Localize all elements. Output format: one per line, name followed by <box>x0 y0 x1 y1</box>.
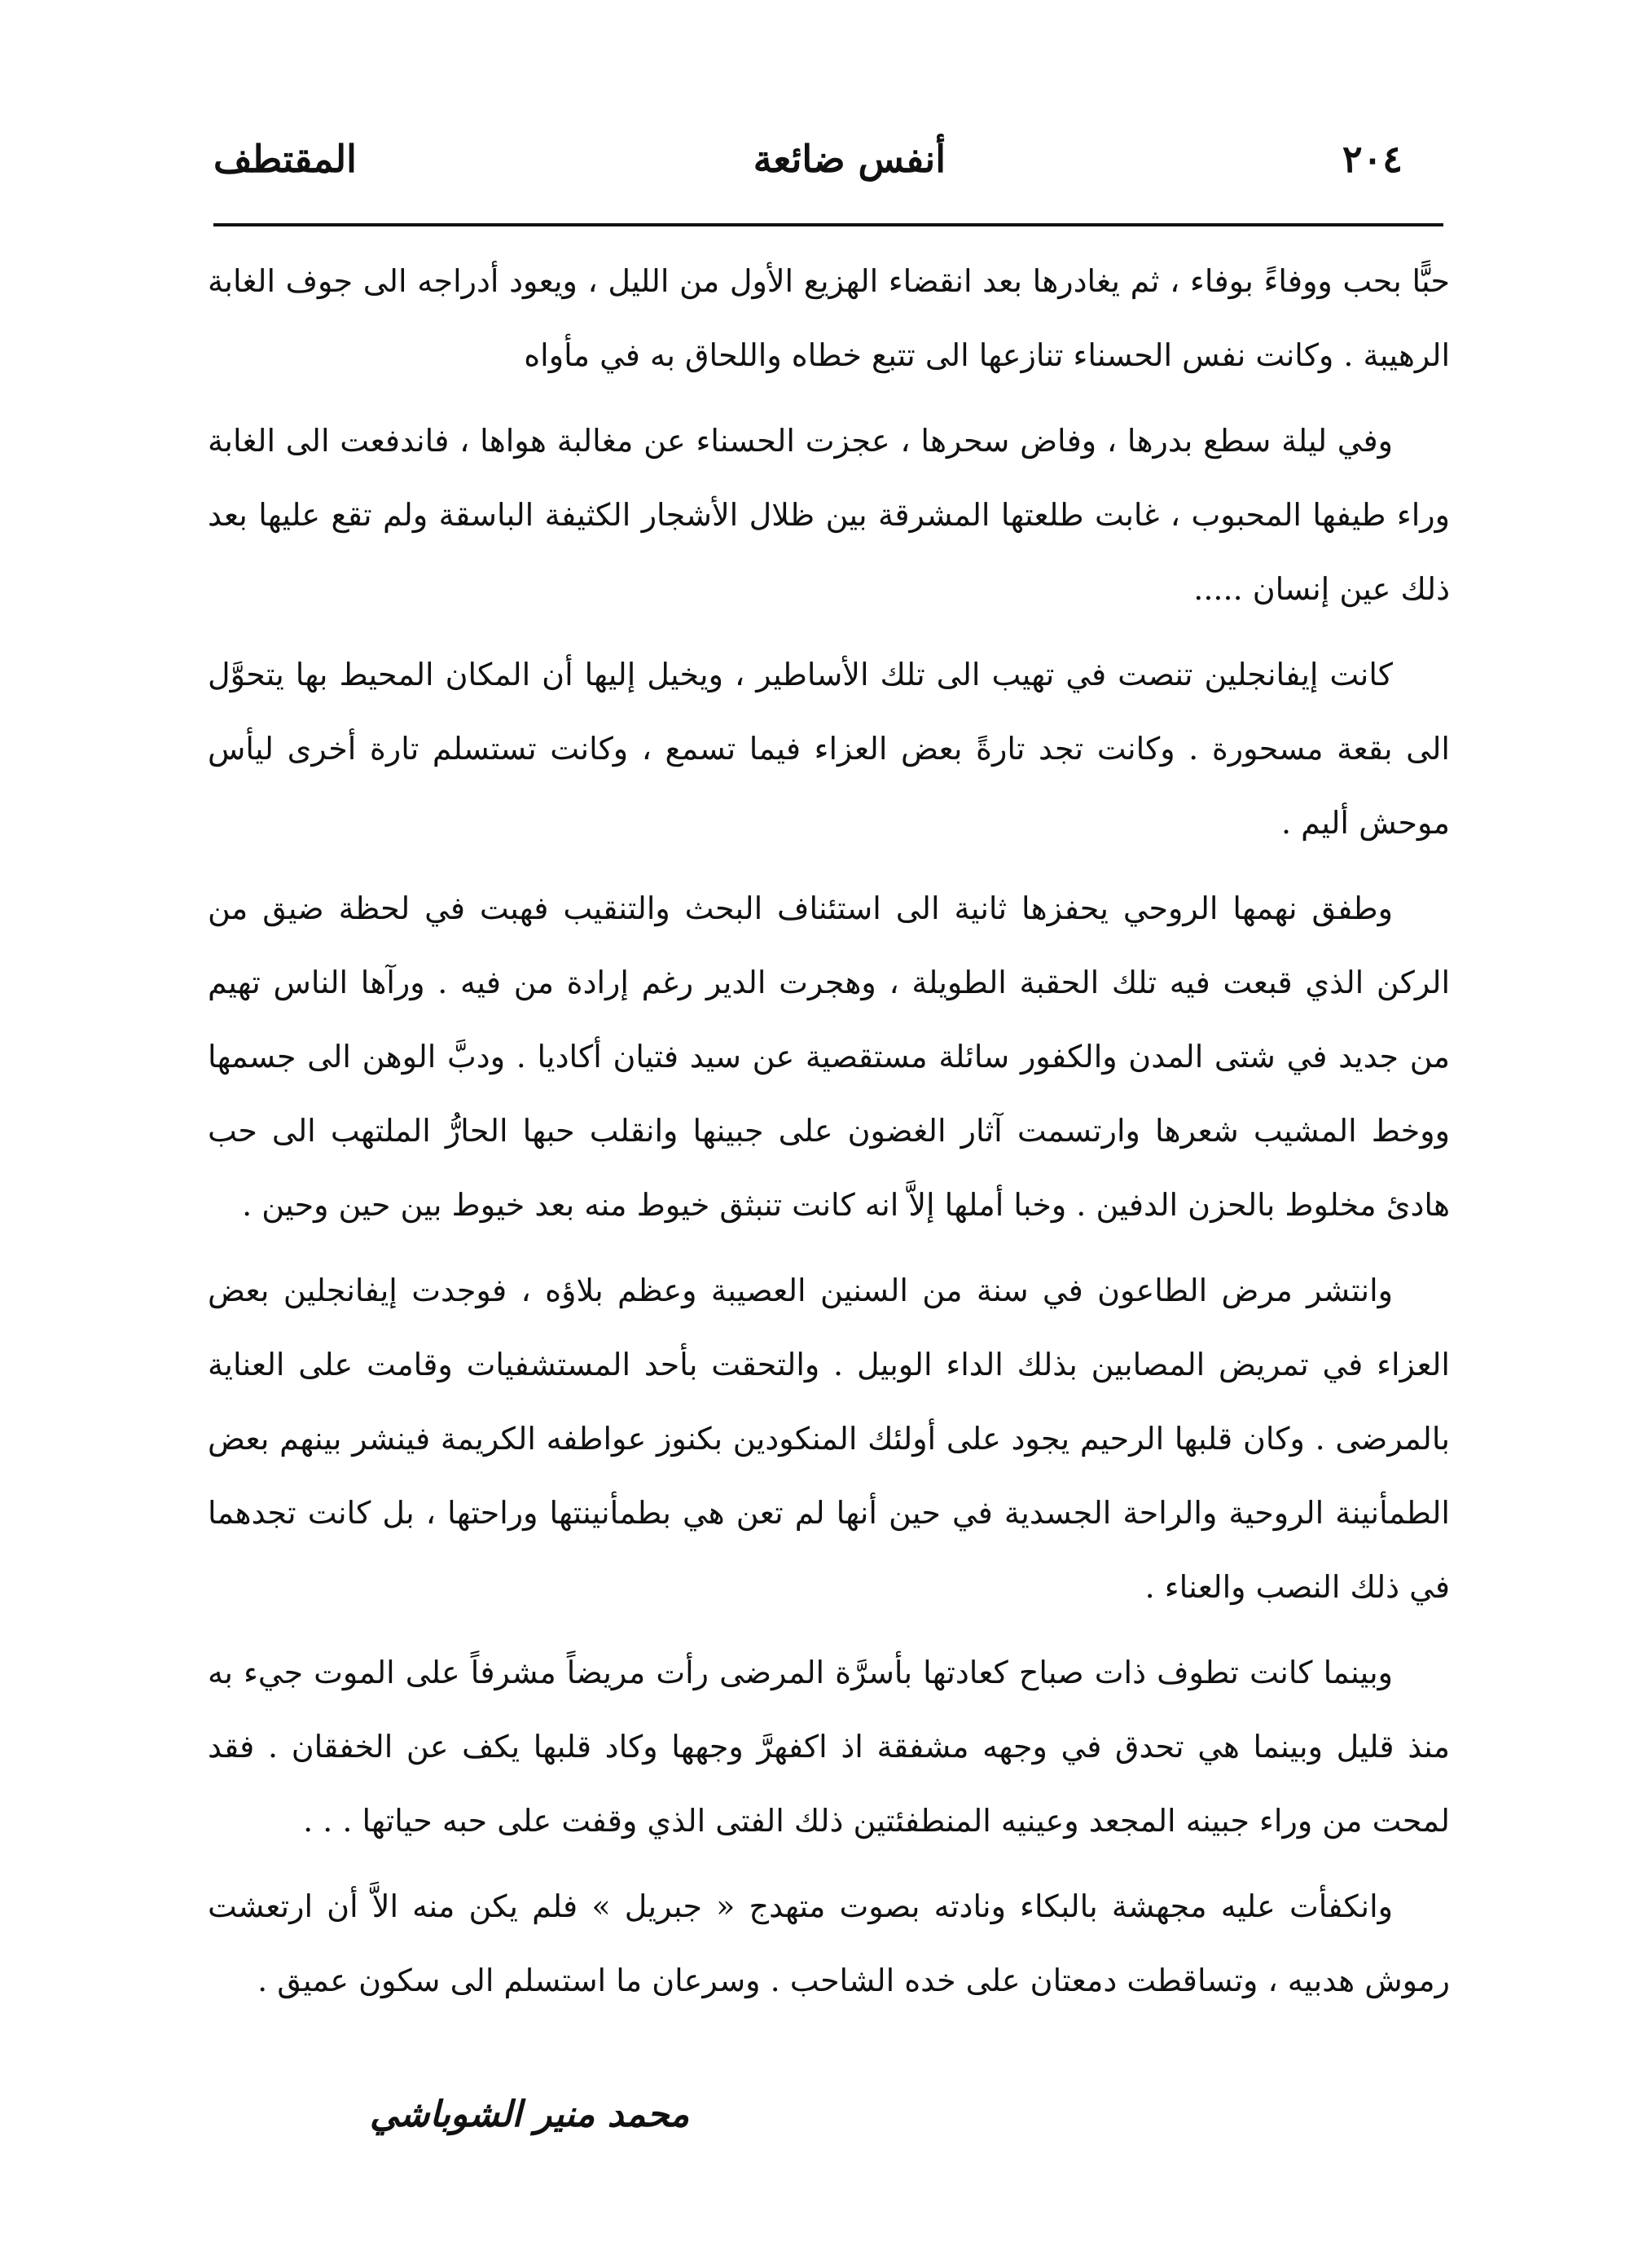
paragraph-1: حبًّا بحب ووفاءً بوفاء ، ثم يغادرها بعد انقضاء الهزيع الأول من الليل ، ويعود أدراجه الى جوف الغابة الرهيبة . وكانت نفس الحسناء تنازعها الى تتبع خطاه واللحاق به في مأواه <box>208 263 1450 373</box>
author-signature: محمد منير الشوباشي <box>369 2094 690 2135</box>
header-divider <box>213 223 1443 226</box>
article-body <box>208 244 1450 2018</box>
paragraph-6: وبينما كانت تطوف ذات صباح كعادتها بأسرَّة المرضى رأت مريضاً مشرفاً على الموت جيء به منذ قليل وبينما هي تحدق في وجهه مشفقة اذ اكفهرَّ وجهها وكاد قلبها يكف عن الخفقان . فقد لمحت من وراء جبينه المجعد وعينيه المنطفئتين ذلك الفتى الذي وقفت على حبه حياتها . . . <box>208 1655 1450 1839</box>
paragraph-7: وانكفأت عليه مجهشة بالبكاء ونادته بصوت متهدج « جبريل » فلم يكن منه الاَّ أن ارتعشت رموش هدبيه ، وتساقطت دمعتان على خده الشاحب . وسرعان ما استسلم الى سكون عميق . <box>208 1888 1450 1998</box>
paragraph-2: وفي ليلة سطع بدرها ، وفاض سحرها ، عجزت الحسناء عن مغالبة هواها ، فاندفعت الى الغابة وراء طيفها المحبوب ، غابت طلعتها المشرقة بين ظلال الأشجار الكثيفة الباسقة ولم تقع عليها بعد ذلك عين إنسان ..... <box>208 423 1450 607</box>
page-number: ٢٠٤ <box>1342 137 1403 181</box>
journal-name: المقتطف <box>213 137 357 181</box>
running-header <box>213 122 1403 196</box>
article-title: أنفس ضائعة <box>753 137 946 181</box>
paragraph-3: كانت إيفانجلين تنصت في تهيب الى تلك الأساطير ، ويخيل إليها أن المكان المحيط بها يتحوَّل الى بقعة مسحورة . وكانت تجد تارةً بعض العزاء فيما تسمع ، وكانت تستسلم تارة أخرى ليأس موحش أليم . <box>208 657 1450 841</box>
paragraph-5: وانتشر مرض الطاعون في سنة من السنين العصيبة وعظم بلاؤه ، فوجدت إيفانجلين بعض العزاء في تمريض المصابين بذلك الداء الوبيل . والتحقت بأحد المستشفيات وقامت على العناية بالمرضى . وكان قلبها الرحيم يجود على أولئك المنكودين بكنوز عواطفه الكريمة فينشر بينهم بعض الطمأنينة الروحية والراحة الجسدية في حين أنها لم تعن هي بطمأنينتها وراحتها ، بل كانت تجدهما في ذلك النصب والعناء . <box>208 1272 1450 1605</box>
paragraph-4: وطفق نهمها الروحي يحفزها ثانية الى استئناف البحث والتنقيب فهبت في لحظة ضيق من الركن الذي قبعت فيه تلك الحقبة الطويلة ، وهجرت الدير رغم إرادة من فيه . ورآها الناس تهيم من جديد في شتى المدن والكفور سائلة مستقصية عن سيد فتيان أكاديا . ودبَّ الوهن الى جسمها ووخط المشيب شعرها وارتسمت آثار الغضون على جبينها وانقلب حبها الحارُّ الملتهب الى حب هادئ مخلوط بالحزن الدفين . وخبا أملها إلاَّ انه كانت تنبثق خيوط منه بعد خيوط بين حين وحين . <box>208 890 1450 1223</box>
